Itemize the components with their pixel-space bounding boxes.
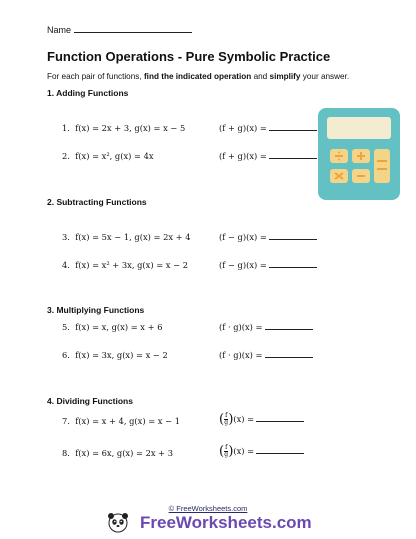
answer-line[interactable] <box>256 446 304 454</box>
answer-6 <box>219 350 313 360</box>
fraction-f-over-g: $\frac{f}{g}$ <box>224 412 229 426</box>
problem-number: 8. <box>62 448 70 458</box>
problem-7 <box>62 416 180 426</box>
section-heading-subtracting: 2. Subtracting Functions <box>47 197 147 207</box>
problem-8 <box>62 448 173 458</box>
answer-line[interactable] <box>269 260 317 268</box>
answer-line[interactable] <box>269 151 317 159</box>
panda-logo-icon <box>107 511 129 533</box>
page-title: Function Operations - Pure Symbolic Practice <box>47 49 331 64</box>
name-field-line[interactable] <box>74 24 192 33</box>
operation-label: (f − g)(x) = <box>219 260 267 270</box>
answer-line[interactable] <box>265 322 313 330</box>
operation-label: (f · g)(x) = <box>219 322 263 332</box>
problem-number: 6. <box>62 350 70 360</box>
answer-line[interactable] <box>269 232 317 240</box>
answer-3 <box>219 232 317 242</box>
instructions-text-1: For each pair of functions, <box>47 72 144 81</box>
section-heading-adding: 1. Adding Functions <box>47 88 129 98</box>
fraction-f-over-g: $\frac{f}{g}$ <box>224 444 229 458</box>
problem-5 <box>62 322 162 332</box>
answer-7: ( $\frac{f}{g}$ )(x) = <box>219 412 304 427</box>
instructions <box>47 72 349 81</box>
footer-copyright-link[interactable]: © FreeWorksheets.com <box>168 504 248 513</box>
instructions-bold-1: find the indicated operation <box>143 72 252 81</box>
problem-number: 3. <box>62 232 70 242</box>
brand-logo-text[interactable]: FreeWorksheets.com <box>140 513 312 532</box>
problem-3 <box>62 232 191 242</box>
answer-line[interactable] <box>269 123 317 131</box>
operation-label: (f + g)(x) = <box>219 151 267 161</box>
problem-2 <box>62 151 154 161</box>
problem-expression: f(x) = 5x − 1, g(x) = 2x + 4 <box>75 232 191 242</box>
problem-number: 7. <box>62 416 70 426</box>
name-label: Name <box>47 25 72 35</box>
instructions-bold-2: simplify <box>269 72 301 81</box>
problem-number: 2. <box>62 151 70 161</box>
problem-number: 4. <box>62 260 70 270</box>
answer-line[interactable] <box>256 414 304 422</box>
instructions-text-3: your answer. <box>300 72 350 81</box>
answer-8: ( $\frac{f}{g}$ )(x) = <box>219 444 304 459</box>
operation-label: (f + g)(x) = <box>219 123 267 133</box>
problem-6 <box>62 350 168 360</box>
answer-line[interactable] <box>265 350 313 358</box>
operation-label: (f − g)(x) = <box>219 232 267 242</box>
problem-expression: f(x) = 3x, g(x) = x − 2 <box>75 350 168 360</box>
problem-expression: f(x) = x² + 3x, g(x) = x − 2 <box>75 260 188 270</box>
problem-expression: f(x) = x + 4, g(x) = x − 1 <box>75 416 180 426</box>
problem-expression: f(x) = x, g(x) = x + 6 <box>75 322 163 332</box>
calculator-icon <box>318 108 400 200</box>
operation-label: (x) = <box>233 446 255 456</box>
answer-4 <box>219 260 317 270</box>
problem-expression: f(x) = 2x + 3, g(x) = x − 5 <box>75 123 186 133</box>
section-heading-multiplying: 3. Multiplying Functions <box>47 305 145 315</box>
problem-4 <box>62 260 188 270</box>
name-row <box>47 24 192 35</box>
section-heading-dividing: 4. Dividing Functions <box>47 396 133 406</box>
problem-number: 1. <box>62 123 70 133</box>
answer-1 <box>219 123 317 133</box>
answer-2 <box>219 151 317 161</box>
operation-label: (x) = <box>233 414 255 424</box>
problem-number: 5. <box>62 322 70 332</box>
answer-5 <box>219 322 313 332</box>
operation-label: (f · g)(x) = <box>219 350 263 360</box>
problem-expression: f(x) = 6x, g(x) = 2x + 3 <box>75 448 174 458</box>
problem-1 <box>62 123 185 133</box>
instructions-text-2: and <box>251 72 270 81</box>
problem-expression: f(x) = x², g(x) = 4x <box>75 151 154 161</box>
